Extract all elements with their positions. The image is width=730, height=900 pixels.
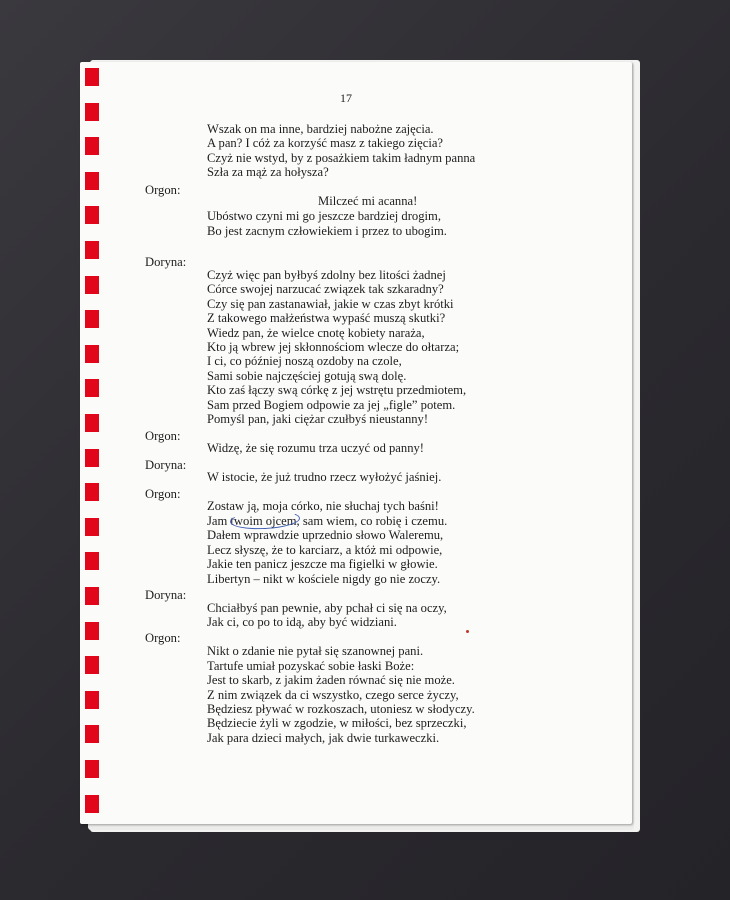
binding-ring xyxy=(85,587,99,605)
page-number: 17 xyxy=(340,91,352,105)
speaker-label: Doryna: xyxy=(145,255,187,269)
binding-ring xyxy=(85,760,99,778)
speaker-label: Doryna: xyxy=(145,588,187,602)
speaker-label: Orgon: xyxy=(145,429,181,443)
verse-line: Ubóstwo czyni mi go jeszcze bardziej drogim, xyxy=(207,209,441,223)
verse-line: Nikt o zdanie nie pytał się szanownej pani. xyxy=(207,644,424,658)
binding-ring xyxy=(85,414,99,432)
verse-line: Córce swojej narzucać związek tak szkaradny? xyxy=(207,282,444,296)
binding-ring xyxy=(85,552,99,570)
verse-line: Libertyn – nikt w kościele nigdy go nie zoczy. xyxy=(207,572,441,586)
verse-line: Jest to skarb, z jakim żaden równać się nie może. xyxy=(207,673,455,687)
verse-line: Tartufe umiał pozyskać sobie łaski Boże: xyxy=(207,659,415,673)
verse-line: Lecz słyszę, że to karciarz, a któż mi odpowie, xyxy=(207,543,443,557)
verse-line: Dałem wprawdzie uprzednio słowo Waleremu, xyxy=(207,528,444,542)
binding-ring xyxy=(85,795,99,813)
verse-line: Wszak on ma inne, bardziej nabożne zajęcia. xyxy=(207,122,434,136)
binding-ring xyxy=(85,172,99,190)
verse-line: Jak ci, co po to idą, aby być widziani. xyxy=(207,615,397,629)
binding-ring xyxy=(85,449,99,467)
verse-line: Pomyśl pan, jaki ciężar czułbyś nieustanny! xyxy=(207,412,429,426)
verse-line: Jakie ten panicz jeszcze ma figielki w głowie. xyxy=(207,557,438,571)
binding-ring xyxy=(85,68,99,86)
verse-line: Będziesz pływać w rozkoszach, utoniesz w słodyczy. xyxy=(207,702,475,716)
binding-ring xyxy=(85,483,99,501)
binding-ring xyxy=(85,137,99,155)
verse-line: Sam przed Bogiem odpowie za jej „figle” potem. xyxy=(207,398,456,412)
binding-ring xyxy=(85,276,99,294)
verse-line: Jak para dzieci małych, jak dwie turkaweczki. xyxy=(207,731,440,745)
verse-line: Czyż nie wstyd, by z posażkiem takim ładnym panna xyxy=(207,151,476,165)
binding-ring xyxy=(85,379,99,397)
verse-line: Z takowego małżeństwa wypaść muszą skutki? xyxy=(207,311,446,325)
verse-line: Wiedz pan, że wielce cnotę kobiety naraża, xyxy=(207,326,425,340)
binding-ring xyxy=(85,206,99,224)
comb-binding xyxy=(85,64,101,824)
verse-line: Milczeć mi acanna! xyxy=(318,194,418,208)
speaker-label: Orgon: xyxy=(145,183,181,197)
binding-ring xyxy=(85,691,99,709)
binding-ring xyxy=(85,518,99,536)
verse-line: W istocie, że już trudno rzecz wyłożyć jaśniej. xyxy=(207,470,442,484)
verse-line: A pan? I cóż za korzyść masz z takiego zięcia? xyxy=(207,136,444,150)
verse-line: Bo jest zacnym człowiekiem i przez to ubogim. xyxy=(207,224,447,238)
binding-ring xyxy=(85,622,99,640)
speaker-label: Orgon: xyxy=(145,631,181,645)
verse-line: Będziecie żyli w zgodzie, w miłości, bez sprzeczki, xyxy=(207,716,467,730)
verse-line: Z nim związek da ci wszystko, czego serce życzy, xyxy=(207,688,459,702)
verse-line: Szła za mąż za hołysza? xyxy=(207,165,329,179)
speaker-label: Doryna: xyxy=(145,458,187,472)
verse-line: Kto ją wbrew jej skłonnościom wlecze do ołtarza; xyxy=(207,340,460,354)
verse-line: Jam twoim ojcem, sam wiem, co robię i czemu. xyxy=(207,514,448,528)
binding-ring xyxy=(85,656,99,674)
verse-line: Czyż więc pan byłbyś zdolny bez litości żadnej xyxy=(207,268,446,282)
verse-line: Kto zaś łączy swą córkę z jej wstrętu przedmiotem, xyxy=(207,383,467,397)
verse-line: Zostaw ją, moja córko, nie słuchaj tych baśni! xyxy=(207,499,439,513)
verse-line: Sami sobie najczęściej gotują swą dolę. xyxy=(207,369,407,383)
ink-dot xyxy=(466,630,469,633)
verse-line: I ci, co później noszą ozdoby na czole, xyxy=(207,354,402,368)
verse-line: Widzę, że się rozumu trza uczyć od panny! xyxy=(207,441,424,455)
verse-line: Czy się pan zastanawiał, jakie w czas zbyt krótki xyxy=(207,297,454,311)
binding-ring xyxy=(85,241,99,259)
binding-ring xyxy=(85,310,99,328)
binding-ring xyxy=(85,725,99,743)
binding-ring xyxy=(85,103,99,121)
verse-line: Chciałbyś pan pewnie, aby pchał ci się na oczy, xyxy=(207,601,447,615)
speaker-label: Orgon: xyxy=(145,487,181,501)
binding-ring xyxy=(85,345,99,363)
